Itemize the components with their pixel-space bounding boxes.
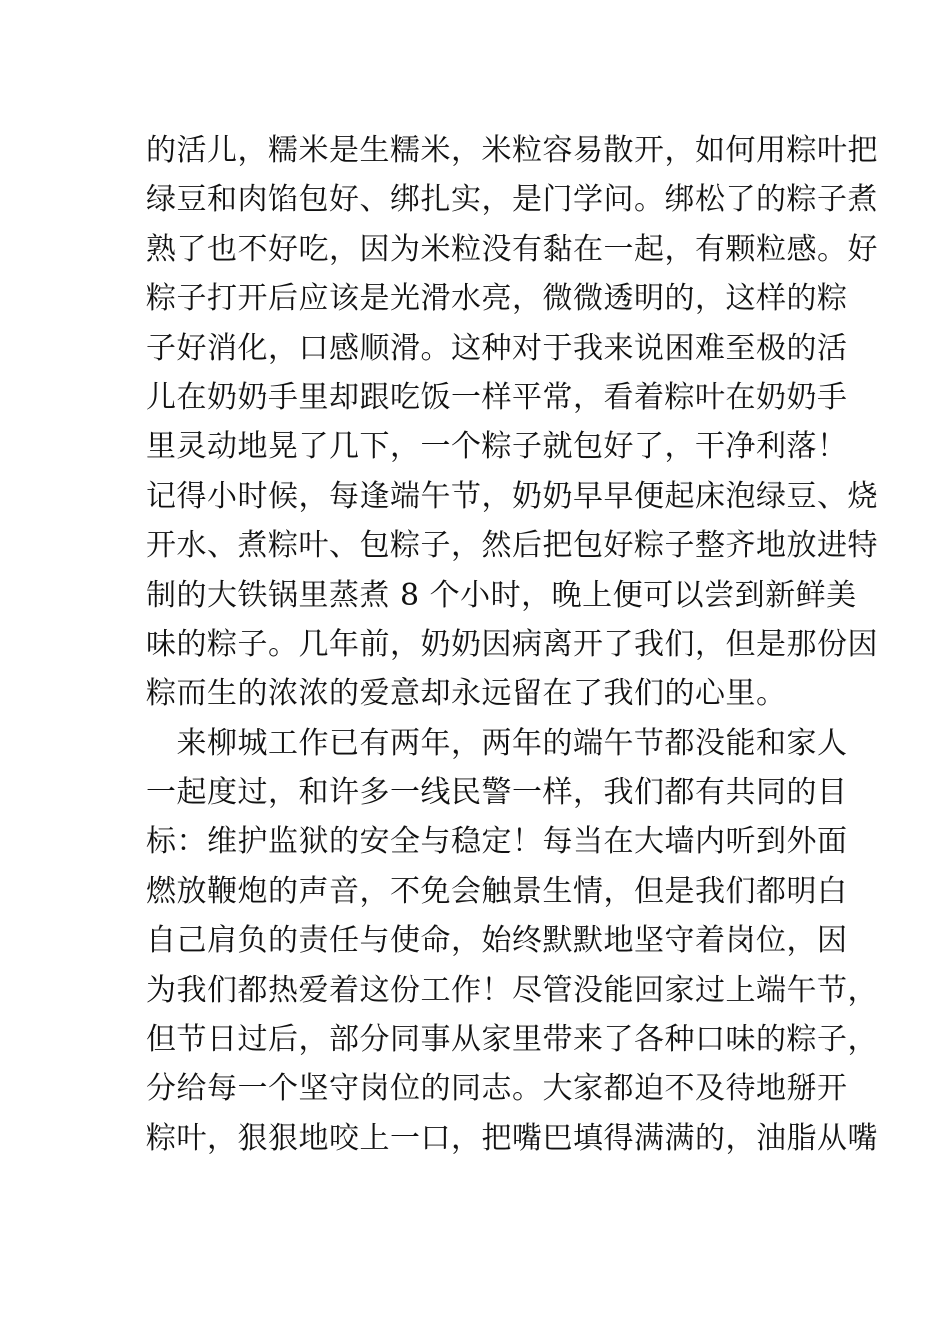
text-line: 子好消化，口感顺滑。这种对于我来说困难至极的活 (146, 330, 848, 366)
text-line: 但节日过后，部分同事从家里带来了各种口味的粽子， (146, 1022, 878, 1058)
text-line: 燃放鞭炮的声音，不免会触景生情，但是我们都明白 (146, 873, 848, 909)
text-line: 里灵动地晃了几下，一个粽子就包好了，干净利落！ (146, 429, 848, 465)
paragraph-2 (146, 719, 878, 1164)
text-line: 一起度过，和许多一线民警一样，我们都有共同的目 (146, 775, 848, 811)
text-line: 开水、煮粽叶、包粽子，然后把包好粽子整齐地放进特 (146, 528, 878, 564)
text-line: 熟了也不好吃，因为米粒没有黏在一起，有颗粒感。好 (146, 231, 878, 267)
text-line: 自己肩负的责任与使命，始终默默地坚守着岗位，因 (146, 923, 848, 959)
text-line: 制的大铁锅里蒸煮 8 个小时，晚上便可以尝到新鲜美 (146, 577, 857, 613)
text-line: 儿在奶奶手里却跟吃饭一样平常，看着粽叶在奶奶手 (146, 379, 848, 415)
text-line: 标：维护监狱的安全与稳定！每当在大墙内听到外面 (146, 824, 848, 860)
text-line: 粽子打开后应该是光滑水亮，微微透明的，这样的粽 (146, 281, 848, 317)
text-line: 记得小时候，每逢端午节，奶奶早早便起床泡绿豆、烧 (146, 478, 878, 514)
text-line: 为我们都热爱着这份工作！尽管没能回家过上端午节， (146, 972, 878, 1008)
text-line: 分给每一个坚守岗位的同志。大家都迫不及待地掰开 (146, 1071, 848, 1107)
text-line: 来柳城工作已有两年，两年的端午节都没能和家人 (146, 725, 848, 761)
body-text (146, 126, 878, 1163)
text-line: 的活儿，糯米是生糯米，米粒容易散开，如何用粽叶把 (146, 133, 878, 168)
text-line: 味的粽子。几年前，奶奶因病离开了我们，但是那份因 (146, 626, 878, 662)
text-line: 粽叶，狠狠地咬上一口，把嘴巴填得满满的，油脂从嘴 (146, 1120, 878, 1156)
text-line: 绿豆和肉馅包好、绑扎实，是门学问。绑松了的粽子煮 (146, 182, 878, 218)
text-line: 粽而生的浓浓的爱意却永远留在了我们的心里。 (146, 676, 787, 712)
paragraph-1 (146, 126, 878, 719)
